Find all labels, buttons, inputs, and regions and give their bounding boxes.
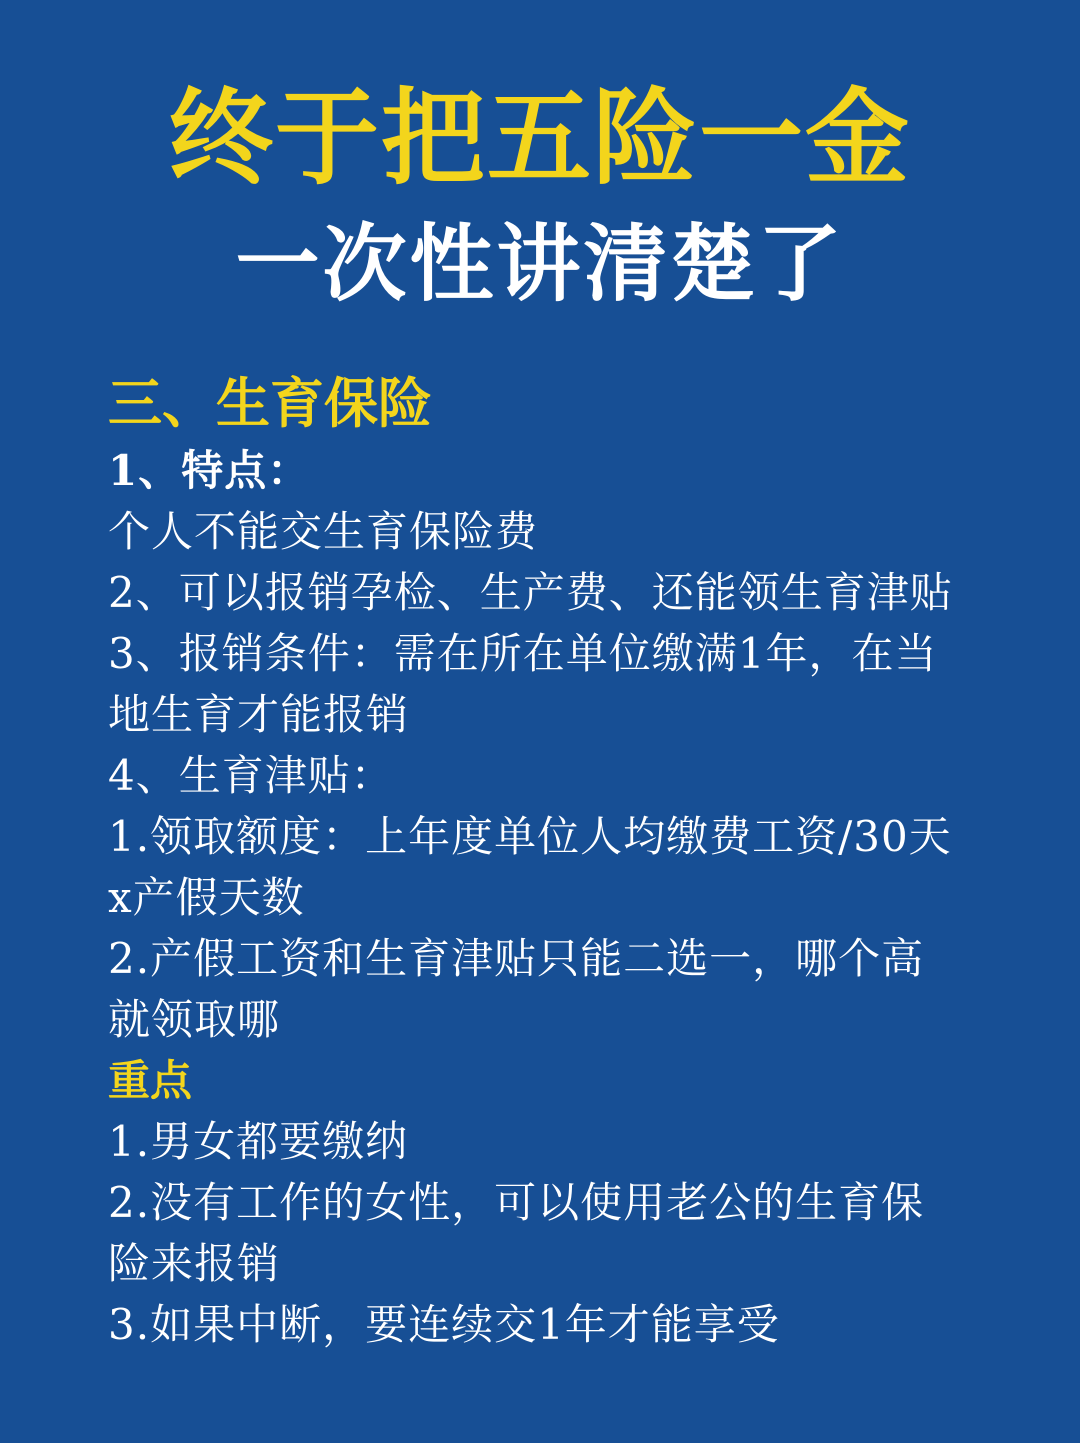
content-block (108, 370, 974, 1355)
reimbursement-condition-line-1: 3、报销条件：需在所在单位缴满1年，在当 (108, 629, 938, 678)
allowance-amount-line-1: 1.领取额度：上年度单位人均缴费工资/30天 (108, 812, 952, 861)
reimbursement-condition-line-2: 地生育才能报销 (108, 690, 410, 739)
key-point-2-line-2: 险来报销 (108, 1239, 281, 1288)
feature-text: 个人不能交生育保险费 (108, 507, 539, 556)
allowance-choice-line-1: 2.产假工资和生育津贴只能二选一，哪个高 (108, 934, 925, 983)
title-line-1: 终于把五险一金 (168, 76, 911, 199)
key-points-heading: 重点 (108, 1056, 193, 1105)
reimbursement-item: 2、可以报销孕检、生产费、还能领生育津贴 (108, 568, 953, 617)
allowance-amount-line-2: x产假天数 (108, 873, 305, 922)
key-point-2-line-1: 2.没有工作的女性，可以使用老公的生育保 (108, 1178, 925, 1227)
key-point-1: 1.男女都要缴纳 (108, 1117, 409, 1166)
title-line-2: 一次性讲清楚了 (235, 214, 845, 313)
key-point-3: 3.如果中断，要连续交1年才能享受 (108, 1300, 780, 1349)
allowance-heading: 4、生育津贴： (108, 751, 394, 800)
feature-heading: 1、特点： (108, 446, 311, 495)
allowance-choice-line-2: 就领取哪 (108, 995, 281, 1044)
section-heading: 三、生育保险 (108, 371, 432, 435)
